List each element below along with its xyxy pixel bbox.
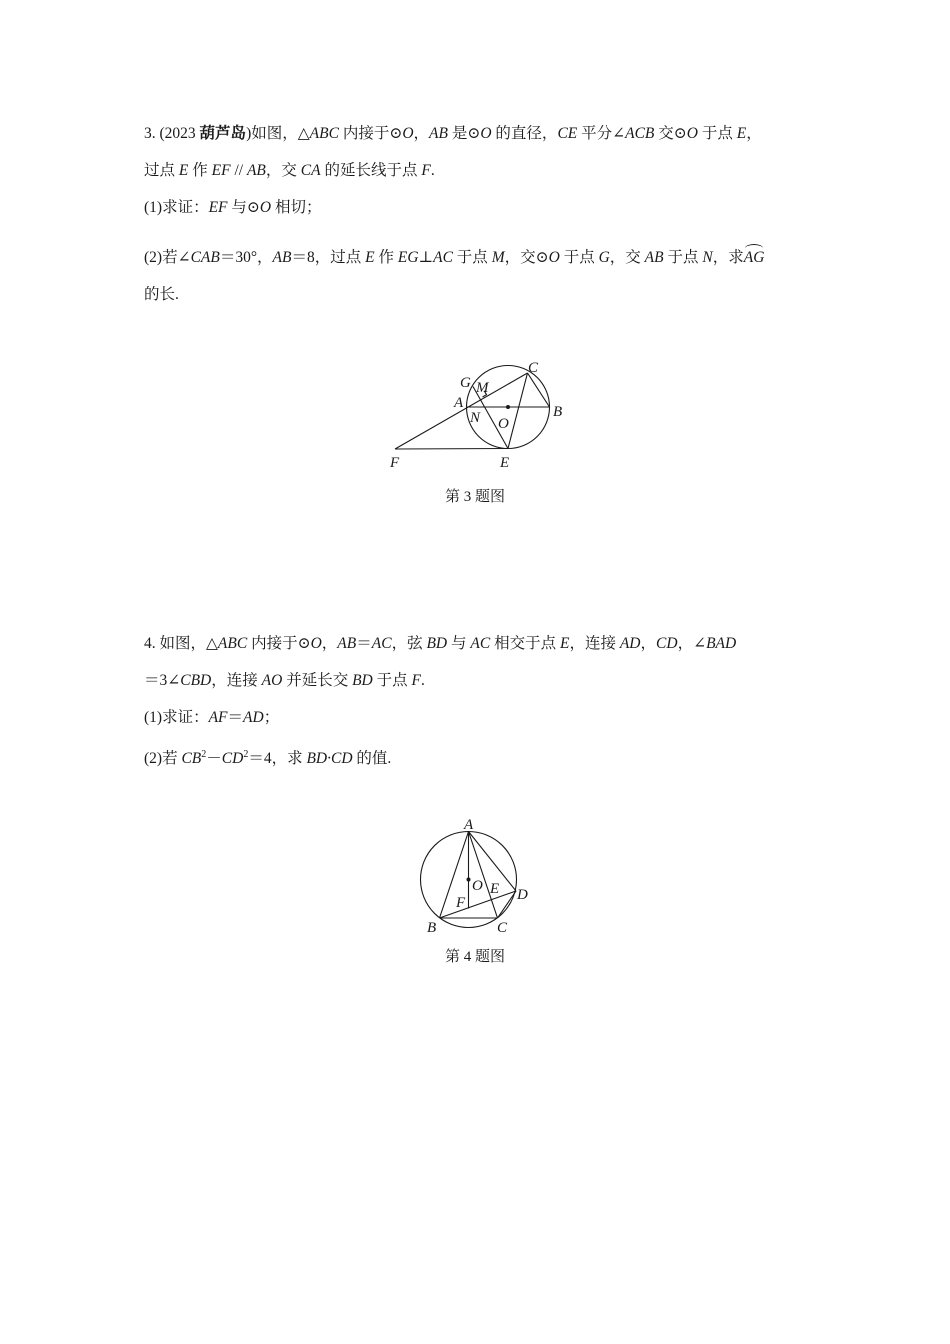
math: E	[736, 125, 747, 142]
math: CA	[300, 162, 321, 179]
text: ＝4，求	[248, 750, 307, 768]
label-m: M	[476, 380, 489, 396]
text: 与⊙	[227, 199, 260, 216]
math: AB	[246, 162, 266, 179]
text: 过点	[144, 162, 179, 179]
segment-bd	[440, 891, 517, 918]
text: －	[206, 750, 222, 768]
text: //	[230, 162, 247, 179]
text: 作	[374, 249, 398, 266]
text: 的直径，	[491, 125, 558, 142]
math: ABC	[309, 125, 339, 142]
text: ，	[746, 125, 762, 142]
text: ＝8，过点	[291, 249, 366, 266]
text: 平分∠	[577, 125, 626, 142]
label-e: E	[500, 455, 510, 471]
math: E	[178, 162, 189, 179]
math: M	[491, 249, 505, 266]
label-b: B	[427, 920, 437, 936]
text: 交⊙	[654, 125, 687, 142]
figure-3-diagram	[0, 0, 950, 480]
text: ，交	[609, 249, 645, 266]
text: 内接于⊙	[338, 125, 403, 142]
math: E	[559, 635, 570, 652]
problem-number: 3.	[144, 125, 156, 142]
segment-cd	[498, 891, 517, 918]
text: (2)若	[144, 750, 182, 768]
math: O	[548, 249, 560, 266]
text: 的延长线于点	[320, 162, 422, 179]
text: ，连接	[211, 672, 262, 689]
text: ，弦	[391, 635, 427, 652]
math: AD	[619, 635, 641, 652]
superscript: 2	[201, 749, 207, 760]
text: 如图，△	[251, 125, 310, 142]
label-a: A	[464, 817, 474, 833]
math: AC	[433, 249, 453, 266]
math: CD	[221, 750, 244, 768]
math: EF	[208, 199, 228, 216]
text: 于点	[697, 125, 737, 142]
math: AO	[261, 672, 283, 689]
math: AC	[470, 635, 491, 652]
figure-3-caption: 第 3 题图	[444, 489, 505, 505]
text: 于点	[452, 249, 492, 266]
text: ，交	[265, 162, 301, 179]
math: CB	[181, 750, 202, 768]
text: .	[420, 672, 425, 689]
math: EF	[211, 162, 231, 179]
text: 如图，△	[155, 635, 218, 652]
text: 是⊙	[447, 125, 481, 142]
superscript: 2	[243, 749, 249, 760]
center-dot	[467, 878, 471, 882]
math: BD	[352, 672, 373, 689]
math: CBD	[180, 672, 212, 689]
problem3-part2-line2: 的长.	[144, 286, 179, 303]
segment-ac	[469, 832, 498, 919]
text: 于点	[663, 249, 703, 266]
text: (1)求证：	[144, 709, 209, 726]
text: ，∠	[677, 635, 707, 652]
math: CE	[557, 125, 578, 142]
arc-math: AG	[743, 249, 765, 266]
label-g: G	[460, 375, 471, 391]
text: .	[430, 162, 435, 179]
math: AF	[208, 709, 228, 726]
math: ABC	[217, 635, 248, 652]
math: AB	[644, 249, 664, 266]
label-d: D	[517, 887, 528, 903]
text: 作	[188, 162, 212, 179]
text: 相切；	[271, 199, 322, 216]
label-c: C	[497, 920, 508, 936]
text: 的值.	[352, 750, 392, 768]
figure-4-caption: 第 4 题图	[444, 949, 505, 965]
text: ，	[321, 635, 338, 652]
text: 内接于⊙	[247, 635, 311, 652]
math: G	[598, 249, 610, 266]
math: F	[421, 162, 431, 179]
label-n: N	[470, 410, 481, 426]
text: ⊥	[418, 249, 434, 266]
math: O	[310, 635, 322, 652]
math: AB	[272, 249, 292, 266]
math: BD	[426, 635, 448, 652]
problem4-part1	[144, 708, 279, 728]
text: ＝3∠	[144, 672, 181, 689]
text: 与	[447, 635, 471, 652]
math: O	[480, 125, 492, 142]
text: (1)求证：	[144, 199, 209, 216]
figure-4-diagram	[0, 800, 950, 940]
text: ，	[413, 125, 430, 142]
problem-source: 葫芦岛	[199, 125, 247, 142]
text: 并延长交	[282, 672, 353, 689]
label-o: O	[498, 416, 509, 432]
math: CAB	[190, 249, 220, 266]
math: O	[402, 125, 414, 142]
math: AB	[337, 635, 357, 652]
text: ，连接	[569, 635, 620, 652]
math: N	[702, 249, 713, 266]
math: O	[686, 125, 698, 142]
text: )	[246, 125, 252, 142]
math: E	[365, 249, 375, 266]
text: (2)若∠	[144, 249, 191, 266]
problem-number: 4.	[144, 635, 156, 652]
label-o: O	[472, 878, 483, 894]
math: BAD	[706, 635, 737, 652]
label-b: B	[553, 404, 563, 420]
text: ；	[263, 709, 280, 726]
math: O	[259, 199, 272, 216]
problem4-line2	[144, 671, 425, 691]
math: AB	[429, 125, 448, 142]
problem4-part2	[144, 745, 391, 769]
segment-fe	[395, 449, 508, 450]
text: (2023	[155, 125, 200, 142]
text: 于点	[559, 249, 599, 266]
text: 相交于点	[490, 635, 560, 652]
segment-ce	[508, 373, 528, 449]
text: ，	[640, 635, 657, 652]
text: ＝	[227, 709, 244, 726]
text: ，求	[712, 249, 744, 266]
label-f: F	[456, 895, 466, 911]
math: AC	[371, 635, 392, 652]
math: EG	[397, 249, 419, 266]
label-c: C	[528, 360, 539, 376]
math: F	[411, 672, 421, 689]
text: 于点	[372, 672, 412, 689]
problem4-line1	[144, 634, 736, 654]
label-a: A	[454, 395, 464, 411]
text: ，交⊙	[504, 249, 549, 266]
math: CD	[656, 635, 678, 652]
label-f: F	[390, 455, 400, 471]
center-dot	[506, 405, 510, 409]
label-e: E	[490, 881, 500, 897]
text: ＝30°，	[219, 249, 273, 266]
math: BD·CD	[306, 750, 353, 768]
math: ACB	[625, 125, 655, 142]
text: ＝	[356, 635, 372, 652]
math: AD	[243, 709, 264, 726]
